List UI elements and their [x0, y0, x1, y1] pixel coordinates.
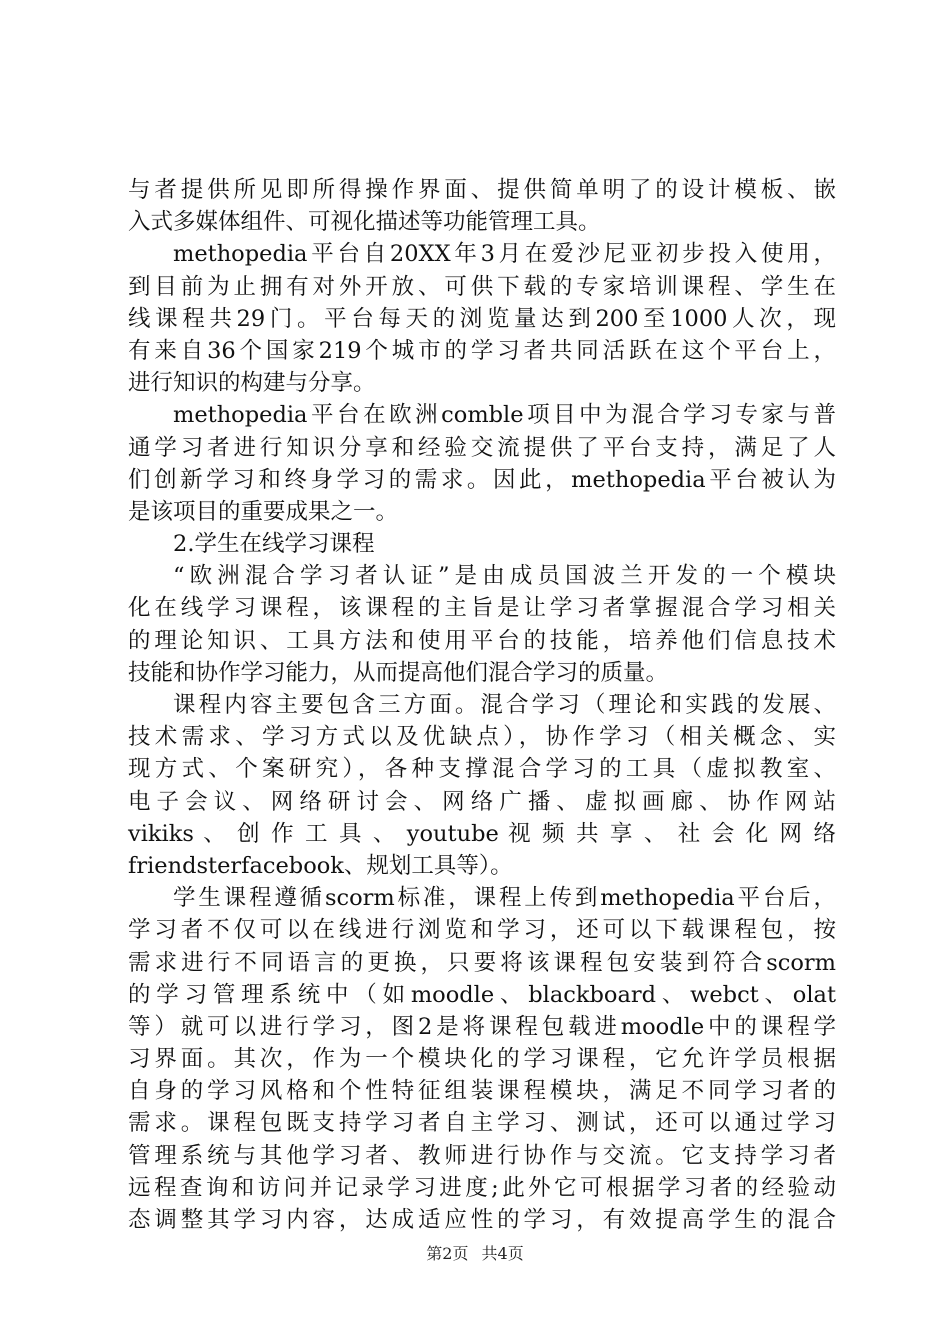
- text-line: 到目前为止拥有对外开放、可供下载的专家培训课程、学生在: [128, 273, 836, 300]
- text-line: 远程查询和访问并记录学习进度;此外它可根据学习者的经验动: [128, 1174, 836, 1201]
- text-line: 需求。课程包既支持学习者自主学习、测试，还可以通过学习: [128, 1110, 836, 1137]
- text-line: 们创新学习和终身学习的需求。因此，methopedia平台被认为: [128, 466, 836, 493]
- text-line: 课程内容主要包含三方面。混合学习（理论和实践的发展、: [173, 692, 836, 718]
- text-line: 的学习管理系统中（如moodle、blackboard、webct、olat: [128, 981, 836, 1008]
- text-line: 化在线学习课程，该课程的主旨是让学习者掌握混合学习相关: [128, 595, 836, 622]
- page-number: 第2页: [426, 1244, 469, 1263]
- text-line: methopedia平台在欧洲comble项目中为混合学习专家与普: [173, 402, 836, 429]
- page-footer: [0, 1244, 950, 1264]
- text-line: 有来自36个国家219个城市的学习者共同活跃在这个平台上，: [128, 337, 836, 364]
- text-line: 现方式、个案研究），各种支撑混合学习的工具（虚拟教室、: [128, 756, 836, 783]
- text-line: “欧洲混合学习者认证”是由成员国波兰开发的一个模块: [173, 563, 836, 590]
- text-line: 需求进行不同语言的更换，只要将该课程包安装到符合scorm: [128, 949, 836, 976]
- text-line: vikiks 、 创 作 工 具 、 youtube 视 频 共 享 、 社 会 化 网 络: [128, 820, 836, 847]
- text-line: 入式多媒体组件、可视化描述等功能管理工具。: [128, 209, 601, 236]
- text-line: 电子会议、网络研讨会、网络广播、虚拟画廊、协作网站: [128, 788, 836, 815]
- text-line: 学生课程遵循scorm标准，课程上传到methopedia平台后，: [173, 885, 836, 912]
- text-line: 技术需求、学习方式以及优缺点），协作学习（相关概念、实: [128, 724, 836, 751]
- text-line: 是该项目的重要成果之一。: [128, 498, 399, 525]
- page-total: 共4页: [481, 1244, 524, 1263]
- text-line: 管理系统与其他学习者、教师进行协作与交流。它支持学习者: [128, 1142, 836, 1169]
- text-line: 自身的学习风格和个性特征组装课程模块，满足不同学习者的: [128, 1078, 836, 1105]
- text-line: 态调整其学习内容，达成适应性的学习，有效提高学生的混合: [128, 1207, 836, 1233]
- text-line: methopedia平台自20XX年3月在爱沙尼亚初步投入使用，: [173, 241, 836, 268]
- text-line: 习界面。其次，作为一个模块化的学习课程，它允许学员根据: [128, 1046, 836, 1073]
- text-line: friendsterfacebook、规划工具等）。: [128, 852, 513, 879]
- text-line: 技能和协作学习能力，从而提高他们混合学习的质量。: [128, 659, 669, 686]
- text-line: 学习者不仅可以在线进行浏览和学习，还可以下载课程包，按: [128, 917, 836, 944]
- section-heading: 2.学生在线学习课程: [173, 531, 375, 558]
- document-body: [128, 174, 836, 1236]
- text-line: 通学习者进行知识分享和经验交流提供了平台支持，满足了人: [128, 434, 836, 461]
- text-line: 等）就可以进行学习，图2是将课程包载进moodle中的课程学: [128, 1013, 836, 1040]
- text-line: 与者提供所见即所得操作界面、提供简单明了的设计模板、嵌: [128, 177, 836, 203]
- text-line: 线课程共29门。平台每天的浏览量达到200至1000人次，现: [128, 305, 836, 332]
- text-line: 的理论知识、工具方法和使用平台的技能，培养他们信息技术: [128, 627, 836, 654]
- text-line: 进行知识的构建与分享。: [128, 370, 376, 397]
